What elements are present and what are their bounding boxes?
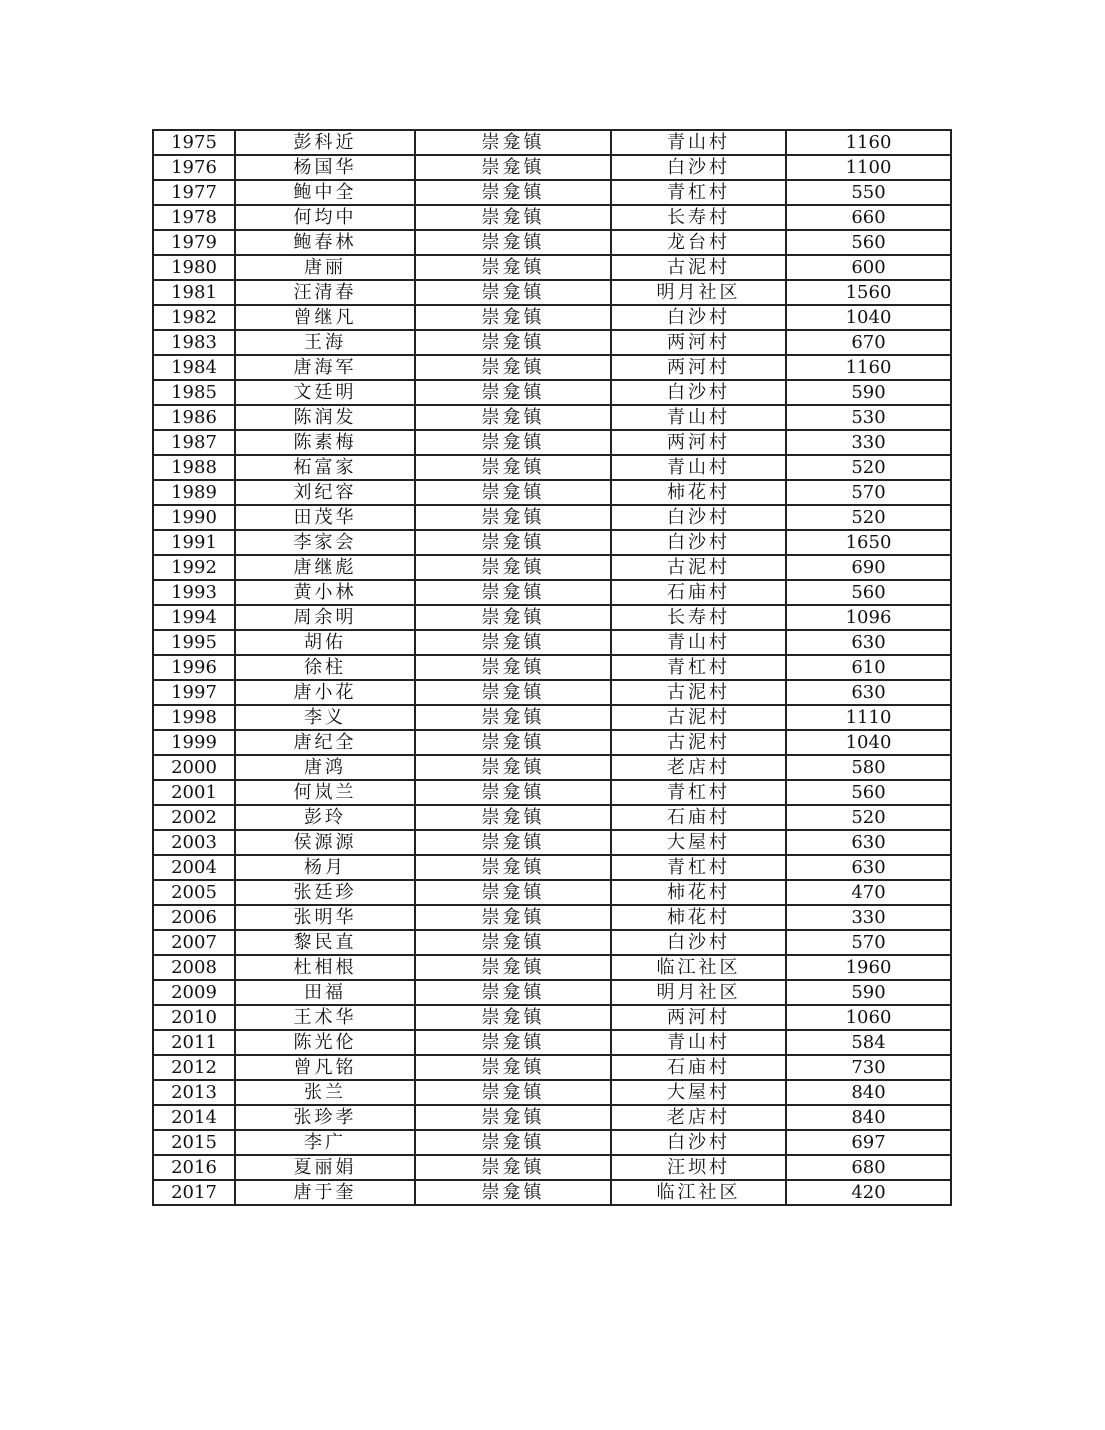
cell-name: 唐海军	[235, 355, 415, 380]
table-row	[153, 630, 951, 655]
cell-name: 汪清春	[235, 280, 415, 305]
cell-town: 崇龛镇	[415, 380, 611, 405]
cell-town: 崇龛镇	[415, 1105, 611, 1130]
table-row	[153, 955, 951, 980]
cell-town: 崇龛镇	[415, 280, 611, 305]
cell-number: 1992	[153, 555, 235, 580]
cell-village: 两河村	[611, 355, 786, 380]
cell-town: 崇龛镇	[415, 1155, 611, 1180]
cell-number: 2002	[153, 805, 235, 830]
cell-name: 周余明	[235, 605, 415, 630]
cell-amount: 520	[786, 505, 951, 530]
data-table	[152, 129, 952, 1206]
cell-amount: 840	[786, 1105, 951, 1130]
cell-town: 崇龛镇	[415, 1005, 611, 1030]
cell-name: 侯源源	[235, 830, 415, 855]
cell-amount: 1040	[786, 305, 951, 330]
cell-village: 青杠村	[611, 780, 786, 805]
cell-number: 1978	[153, 205, 235, 230]
cell-number: 2016	[153, 1155, 235, 1180]
table-row	[153, 130, 951, 155]
table-row	[153, 555, 951, 580]
cell-name: 夏丽娟	[235, 1155, 415, 1180]
cell-number: 1977	[153, 180, 235, 205]
cell-village: 大屋村	[611, 830, 786, 855]
cell-number: 2008	[153, 955, 235, 980]
cell-number: 1991	[153, 530, 235, 555]
cell-town: 崇龛镇	[415, 1055, 611, 1080]
cell-amount: 670	[786, 330, 951, 355]
cell-town: 崇龛镇	[415, 505, 611, 530]
table-row	[153, 905, 951, 930]
cell-amount: 630	[786, 630, 951, 655]
cell-number: 2007	[153, 930, 235, 955]
cell-amount: 1160	[786, 130, 951, 155]
cell-village: 两河村	[611, 330, 786, 355]
cell-town: 崇龛镇	[415, 1180, 611, 1205]
cell-name: 彭玲	[235, 805, 415, 830]
cell-amount: 330	[786, 430, 951, 455]
cell-town: 崇龛镇	[415, 1130, 611, 1155]
cell-amount: 1096	[786, 605, 951, 630]
cell-village: 柿花村	[611, 480, 786, 505]
cell-town: 崇龛镇	[415, 655, 611, 680]
cell-town: 崇龛镇	[415, 630, 611, 655]
cell-village: 临江社区	[611, 1180, 786, 1205]
cell-amount: 630	[786, 855, 951, 880]
cell-town: 崇龛镇	[415, 780, 611, 805]
cell-number: 2009	[153, 980, 235, 1005]
cell-amount: 1560	[786, 280, 951, 305]
cell-village: 白沙村	[611, 305, 786, 330]
cell-amount: 1060	[786, 1005, 951, 1030]
cell-amount: 1100	[786, 155, 951, 180]
cell-village: 柿花村	[611, 905, 786, 930]
table-row	[153, 880, 951, 905]
table-row	[153, 505, 951, 530]
cell-number: 1999	[153, 730, 235, 755]
cell-town: 崇龛镇	[415, 1080, 611, 1105]
table-row	[153, 305, 951, 330]
table-row	[153, 1155, 951, 1180]
cell-number: 2012	[153, 1055, 235, 1080]
cell-name: 刘纪容	[235, 480, 415, 505]
cell-number: 1987	[153, 430, 235, 455]
table-row	[153, 780, 951, 805]
cell-amount: 690	[786, 555, 951, 580]
cell-town: 崇龛镇	[415, 230, 611, 255]
cell-village: 龙台村	[611, 230, 786, 255]
cell-town: 崇龛镇	[415, 305, 611, 330]
cell-town: 崇龛镇	[415, 255, 611, 280]
cell-name: 曾继凡	[235, 305, 415, 330]
cell-name: 陈素梅	[235, 430, 415, 455]
cell-amount: 840	[786, 1080, 951, 1105]
cell-number: 1993	[153, 580, 235, 605]
cell-name: 彭科近	[235, 130, 415, 155]
cell-town: 崇龛镇	[415, 355, 611, 380]
cell-name: 王海	[235, 330, 415, 355]
cell-village: 青山村	[611, 1030, 786, 1055]
cell-town: 崇龛镇	[415, 730, 611, 755]
table-row	[153, 830, 951, 855]
table-row	[153, 980, 951, 1005]
cell-town: 崇龛镇	[415, 605, 611, 630]
cell-name: 陈润发	[235, 405, 415, 430]
cell-name: 唐纪全	[235, 730, 415, 755]
table-row	[153, 480, 951, 505]
cell-name: 何均中	[235, 205, 415, 230]
cell-name: 唐丽	[235, 255, 415, 280]
cell-name: 杨国华	[235, 155, 415, 180]
table-row	[153, 730, 951, 755]
cell-number: 2011	[153, 1030, 235, 1055]
table-row	[153, 1180, 951, 1205]
cell-name: 胡佑	[235, 630, 415, 655]
cell-amount: 610	[786, 655, 951, 680]
table-row	[153, 855, 951, 880]
cell-number: 2017	[153, 1180, 235, 1205]
cell-village: 青山村	[611, 455, 786, 480]
table-row	[153, 680, 951, 705]
cell-number: 1989	[153, 480, 235, 505]
table-row	[153, 530, 951, 555]
cell-amount: 630	[786, 680, 951, 705]
cell-name: 张明华	[235, 905, 415, 930]
cell-number: 1980	[153, 255, 235, 280]
cell-number: 1983	[153, 330, 235, 355]
cell-name: 田茂华	[235, 505, 415, 530]
table-row	[153, 755, 951, 780]
cell-number: 2001	[153, 780, 235, 805]
table-row	[153, 180, 951, 205]
cell-number: 2005	[153, 880, 235, 905]
table-row	[153, 930, 951, 955]
cell-number: 1986	[153, 405, 235, 430]
table-row	[153, 380, 951, 405]
cell-town: 崇龛镇	[415, 880, 611, 905]
table-row	[153, 1055, 951, 1080]
cell-amount: 1160	[786, 355, 951, 380]
cell-amount: 697	[786, 1130, 951, 1155]
cell-name: 唐继彪	[235, 555, 415, 580]
cell-village: 古泥村	[611, 730, 786, 755]
cell-village: 青杠村	[611, 180, 786, 205]
table-row	[153, 155, 951, 180]
cell-number: 1990	[153, 505, 235, 530]
cell-amount: 560	[786, 580, 951, 605]
cell-town: 崇龛镇	[415, 155, 611, 180]
cell-village: 古泥村	[611, 555, 786, 580]
cell-number: 1985	[153, 380, 235, 405]
cell-amount: 1040	[786, 730, 951, 755]
cell-amount: 520	[786, 805, 951, 830]
cell-number: 1996	[153, 655, 235, 680]
cell-village: 汪坝村	[611, 1155, 786, 1180]
cell-village: 大屋村	[611, 1080, 786, 1105]
cell-name: 唐于奎	[235, 1180, 415, 1205]
cell-village: 古泥村	[611, 705, 786, 730]
cell-amount: 584	[786, 1030, 951, 1055]
cell-number: 1994	[153, 605, 235, 630]
table-row	[153, 1105, 951, 1130]
cell-village: 青杠村	[611, 855, 786, 880]
cell-name: 张廷珍	[235, 880, 415, 905]
cell-name: 张珍孝	[235, 1105, 415, 1130]
cell-name: 田福	[235, 980, 415, 1005]
cell-number: 2014	[153, 1105, 235, 1130]
cell-number: 1976	[153, 155, 235, 180]
cell-name: 李家会	[235, 530, 415, 555]
cell-town: 崇龛镇	[415, 830, 611, 855]
cell-name: 杨月	[235, 855, 415, 880]
cell-number: 2006	[153, 905, 235, 930]
cell-amount: 1960	[786, 955, 951, 980]
cell-village: 石庙村	[611, 580, 786, 605]
cell-name: 柘富家	[235, 455, 415, 480]
cell-amount: 470	[786, 880, 951, 905]
cell-village: 青山村	[611, 130, 786, 155]
cell-town: 崇龛镇	[415, 905, 611, 930]
table-row	[153, 230, 951, 255]
cell-amount: 420	[786, 1180, 951, 1205]
cell-name: 文廷明	[235, 380, 415, 405]
cell-town: 崇龛镇	[415, 430, 611, 455]
cell-amount: 560	[786, 230, 951, 255]
cell-number: 1982	[153, 305, 235, 330]
cell-number: 2010	[153, 1005, 235, 1030]
cell-town: 崇龛镇	[415, 980, 611, 1005]
cell-amount: 730	[786, 1055, 951, 1080]
cell-amount: 590	[786, 980, 951, 1005]
table-row	[153, 255, 951, 280]
cell-name: 陈光伦	[235, 1030, 415, 1055]
cell-amount: 550	[786, 180, 951, 205]
cell-name: 曾凡铭	[235, 1055, 415, 1080]
cell-village: 两河村	[611, 430, 786, 455]
table-row	[153, 705, 951, 730]
cell-village: 青杠村	[611, 655, 786, 680]
cell-name: 黎民直	[235, 930, 415, 955]
table-row	[153, 280, 951, 305]
cell-name: 唐小花	[235, 680, 415, 705]
table-row	[153, 1030, 951, 1055]
cell-town: 崇龛镇	[415, 580, 611, 605]
cell-town: 崇龛镇	[415, 955, 611, 980]
cell-village: 长寿村	[611, 205, 786, 230]
table-row	[153, 605, 951, 630]
table-row	[153, 405, 951, 430]
cell-name: 张兰	[235, 1080, 415, 1105]
table-row	[153, 1130, 951, 1155]
cell-village: 明月社区	[611, 980, 786, 1005]
cell-town: 崇龛镇	[415, 680, 611, 705]
cell-number: 2000	[153, 755, 235, 780]
cell-village: 古泥村	[611, 680, 786, 705]
cell-village: 老店村	[611, 1105, 786, 1130]
cell-town: 崇龛镇	[415, 330, 611, 355]
table-row	[153, 805, 951, 830]
table-row	[153, 580, 951, 605]
cell-name: 何岚兰	[235, 780, 415, 805]
cell-village: 石庙村	[611, 1055, 786, 1080]
cell-amount: 580	[786, 755, 951, 780]
table-row	[153, 430, 951, 455]
cell-town: 崇龛镇	[415, 530, 611, 555]
cell-town: 崇龛镇	[415, 805, 611, 830]
cell-village: 古泥村	[611, 255, 786, 280]
table-row	[153, 355, 951, 380]
cell-town: 崇龛镇	[415, 755, 611, 780]
table-row	[153, 1005, 951, 1030]
cell-amount: 590	[786, 380, 951, 405]
cell-number: 1995	[153, 630, 235, 655]
cell-amount: 1650	[786, 530, 951, 555]
cell-number: 1988	[153, 455, 235, 480]
cell-name: 徐柱	[235, 655, 415, 680]
cell-town: 崇龛镇	[415, 555, 611, 580]
cell-amount: 1110	[786, 705, 951, 730]
cell-village: 老店村	[611, 755, 786, 780]
cell-village: 白沙村	[611, 530, 786, 555]
table-row	[153, 455, 951, 480]
table-row	[153, 655, 951, 680]
cell-number: 1998	[153, 705, 235, 730]
cell-name: 唐鸿	[235, 755, 415, 780]
table-body	[153, 130, 951, 1205]
cell-town: 崇龛镇	[415, 480, 611, 505]
cell-town: 崇龛镇	[415, 405, 611, 430]
cell-village: 临江社区	[611, 955, 786, 980]
cell-village: 长寿村	[611, 605, 786, 630]
cell-town: 崇龛镇	[415, 1030, 611, 1055]
cell-name: 鲍中全	[235, 180, 415, 205]
cell-amount: 630	[786, 830, 951, 855]
cell-name: 杜相根	[235, 955, 415, 980]
cell-town: 崇龛镇	[415, 705, 611, 730]
cell-village: 白沙村	[611, 930, 786, 955]
cell-number: 2013	[153, 1080, 235, 1105]
cell-number: 1975	[153, 130, 235, 155]
cell-village: 明月社区	[611, 280, 786, 305]
cell-village: 柿花村	[611, 880, 786, 905]
cell-amount: 520	[786, 455, 951, 480]
cell-town: 崇龛镇	[415, 930, 611, 955]
cell-name: 王术华	[235, 1005, 415, 1030]
cell-town: 崇龛镇	[415, 855, 611, 880]
cell-number: 1984	[153, 355, 235, 380]
cell-name: 黄小林	[235, 580, 415, 605]
cell-number: 2003	[153, 830, 235, 855]
cell-amount: 330	[786, 905, 951, 930]
cell-name: 鲍春林	[235, 230, 415, 255]
cell-amount: 680	[786, 1155, 951, 1180]
table-row	[153, 330, 951, 355]
cell-village: 白沙村	[611, 1130, 786, 1155]
cell-village: 青山村	[611, 630, 786, 655]
cell-amount: 570	[786, 930, 951, 955]
table-row	[153, 205, 951, 230]
cell-number: 1981	[153, 280, 235, 305]
cell-number: 1979	[153, 230, 235, 255]
cell-name: 李广	[235, 1130, 415, 1155]
cell-village: 白沙村	[611, 505, 786, 530]
cell-amount: 560	[786, 780, 951, 805]
cell-number: 2004	[153, 855, 235, 880]
cell-number: 1997	[153, 680, 235, 705]
cell-town: 崇龛镇	[415, 180, 611, 205]
cell-village: 白沙村	[611, 380, 786, 405]
cell-village: 石庙村	[611, 805, 786, 830]
cell-town: 崇龛镇	[415, 205, 611, 230]
cell-town: 崇龛镇	[415, 130, 611, 155]
cell-amount: 660	[786, 205, 951, 230]
cell-village: 两河村	[611, 1005, 786, 1030]
cell-amount: 570	[786, 480, 951, 505]
cell-name: 李义	[235, 705, 415, 730]
cell-village: 白沙村	[611, 155, 786, 180]
cell-town: 崇龛镇	[415, 455, 611, 480]
cell-village: 青山村	[611, 405, 786, 430]
cell-amount: 530	[786, 405, 951, 430]
cell-amount: 600	[786, 255, 951, 280]
cell-number: 2015	[153, 1130, 235, 1155]
table-row	[153, 1080, 951, 1105]
